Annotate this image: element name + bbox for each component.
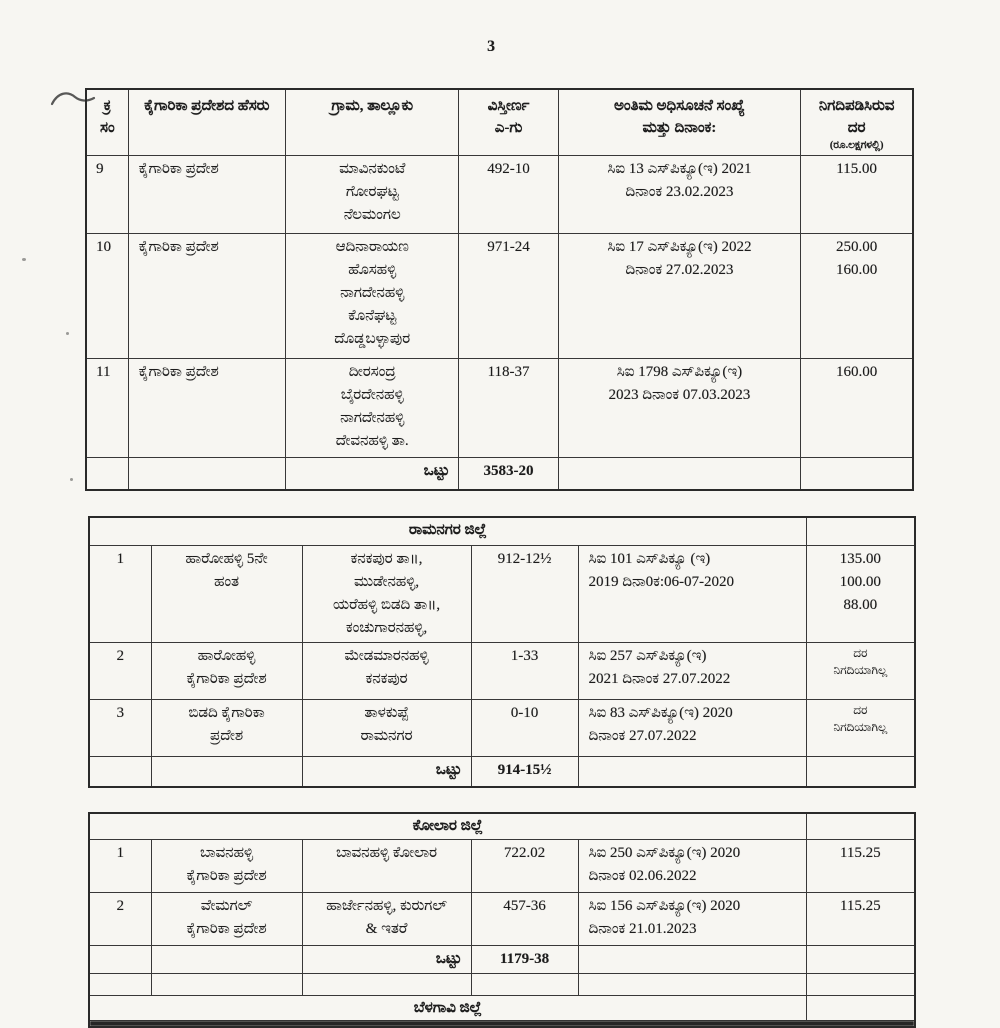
cell-extent bbox=[471, 545, 578, 642]
total-label-line: ಒಟ್ಟು bbox=[435, 761, 462, 778]
cell-area-name bbox=[151, 839, 302, 892]
cell-empty bbox=[806, 973, 915, 995]
cell-area-name-line: ಹಾರೋಹಳ್ಳಿ bbox=[197, 647, 256, 664]
cell-rate-line: 160.00 bbox=[835, 262, 878, 278]
cell-notification bbox=[578, 699, 806, 756]
cell-empty bbox=[151, 756, 302, 787]
cell-village-taluk-line: ದೇವನಹಳ್ಳಿ ತಾ. bbox=[335, 433, 409, 449]
total-row bbox=[86, 458, 913, 490]
cell-empty bbox=[151, 945, 302, 973]
cell-area-name bbox=[128, 359, 285, 458]
cell-notification bbox=[558, 359, 801, 458]
cell-serial bbox=[86, 156, 128, 234]
cell-rate bbox=[806, 642, 915, 699]
cell-rate bbox=[801, 359, 913, 458]
page-number: 3 bbox=[487, 38, 495, 55]
table-row bbox=[89, 699, 915, 756]
total-value bbox=[459, 458, 558, 490]
cell-serial-line: 10 bbox=[96, 239, 111, 255]
col-header-rate-line: ದರ bbox=[847, 120, 866, 136]
cell-extent bbox=[471, 642, 578, 699]
cell-notification bbox=[578, 545, 806, 642]
cell-notification-line: ದಿನಾಂಕ 23.02.2023 bbox=[625, 184, 734, 200]
cell-serial-line: 9 bbox=[96, 161, 104, 177]
cell-area-name bbox=[128, 234, 285, 359]
cell-rate-line: 88.00 bbox=[843, 596, 878, 613]
district-name-line: ಕೋಲಾರ ಜಿಲ್ಲೆ bbox=[412, 818, 483, 834]
table-body bbox=[89, 517, 915, 787]
total-row bbox=[89, 756, 915, 787]
cell-extent bbox=[459, 359, 558, 458]
cell-rate-line: 250.00 bbox=[835, 239, 878, 255]
cell-empty bbox=[801, 458, 913, 490]
table-row bbox=[89, 892, 915, 945]
cell-village-taluk-line: ಗೋರಘಟ್ಟ bbox=[345, 184, 399, 200]
cell-serial bbox=[89, 892, 151, 945]
col-header-notification-line: ಮತ್ತು ದಿನಾಂಕ: bbox=[642, 120, 717, 136]
cell-serial-line: 2 bbox=[116, 897, 124, 914]
cell-village-taluk-line: ಮಾವಿನಕುಂಟೆ bbox=[339, 161, 406, 177]
cell-area-name-line: ಹಾರೋಹಳ್ಳಿ 5ನೇ bbox=[185, 550, 268, 567]
scan-speck bbox=[22, 258, 26, 261]
district-name-line: ರಾಮನಗರ ಜಿಲ್ಲೆ bbox=[408, 522, 487, 538]
cell-notification-line: ಸಿಐ 257 ಎಸ್‌ಪಿಕ್ಯೂ(ಇ) bbox=[588, 647, 707, 664]
cell-extent-line: 971-24 bbox=[487, 239, 530, 255]
cell-village-taluk-line: ಯರೆಹಳ್ಳಿ ಬಿಡದಿ ತಾ॥, bbox=[332, 596, 441, 613]
cell-rate bbox=[801, 156, 913, 234]
cell-rate-line: ನಿಗದಿಯಾಗಿಲ್ಲ bbox=[833, 662, 888, 677]
cell-notification-line: 2023 ದಿನಾಂಕ 07.03.2023 bbox=[608, 387, 751, 403]
cell-serial-line: 2 bbox=[116, 647, 124, 664]
district-name bbox=[89, 517, 806, 545]
cell-extent-line: 0-10 bbox=[510, 704, 539, 721]
cell-extent-line: 722.02 bbox=[503, 844, 546, 861]
cell-village-taluk-line: ತಾಳಕುಪ್ಪೆ bbox=[364, 704, 409, 721]
cell-area-name bbox=[151, 545, 302, 642]
cell-notification-line: ದಿನಾಂಕ 21.01.2023 bbox=[588, 920, 697, 937]
cell-area-name-line: ಹಂತ bbox=[214, 573, 239, 590]
cell-area-name-line: ಕೈಗಾರಿಕಾ ಪ್ರದೇಶ bbox=[186, 920, 267, 937]
cell-rate-line: 135.00 bbox=[839, 550, 881, 567]
cell-area-name bbox=[128, 156, 285, 234]
cell-village-taluk bbox=[302, 892, 471, 945]
cell-empty bbox=[302, 973, 471, 995]
cell-village-taluk-line: ನಾಗದೇನಹಳ್ಳಿ bbox=[340, 410, 405, 426]
col-header-area-name: ಕೈಗಾರಿಕಾ ಪ್ರದೇಶದ ಹೆಸರು bbox=[128, 89, 285, 156]
cell-notification-line: ಸಿಐ 250 ಎಸ್‌ಪಿಕ್ಯೂ(ಇ) 2020 bbox=[588, 844, 741, 861]
cell-village-taluk bbox=[285, 234, 458, 359]
cell-village-taluk bbox=[285, 156, 458, 234]
cell-rate bbox=[806, 892, 915, 945]
district-header-row bbox=[89, 813, 915, 839]
cell-area-name bbox=[151, 699, 302, 756]
total-label bbox=[302, 756, 471, 787]
cell-village-taluk bbox=[302, 642, 471, 699]
cut-off-row-edge bbox=[89, 1020, 915, 1027]
district-table-bengaluru-continued bbox=[85, 88, 914, 491]
table-row bbox=[89, 839, 915, 892]
table-row bbox=[89, 642, 915, 699]
cell-rate bbox=[801, 234, 913, 359]
col-header-serial-line: ಕ್ರ bbox=[103, 98, 111, 114]
cell-empty bbox=[806, 756, 915, 787]
cell-empty bbox=[471, 973, 578, 995]
cell-extent-line: 492-10 bbox=[487, 161, 530, 177]
total-value bbox=[471, 756, 578, 787]
cell-rate-line: 115.25 bbox=[839, 897, 881, 914]
cell-rate-line: 115.00 bbox=[836, 161, 877, 177]
cell-extent bbox=[471, 699, 578, 756]
cell-rate-line: 115.25 bbox=[839, 844, 881, 861]
total-label bbox=[302, 945, 471, 973]
cell-area-name-line: ಬಾವನಹಳ್ಳಿ bbox=[199, 844, 254, 861]
col-header-rate-unit: (ರೂ.ಲಕ್ಷಗಳಲ್ಲಿ) bbox=[829, 140, 884, 151]
cell-village-taluk-line: ಬೈರದೇನಹಳ್ಳಿ bbox=[340, 387, 404, 403]
cell-village-taluk-line: ನೆಲಮಂಗಲ bbox=[343, 207, 401, 223]
cell-serial bbox=[89, 699, 151, 756]
cell-extent-line: 457-36 bbox=[503, 897, 546, 914]
cell-area-name-line: ಬಿಡದಿ ಕೈಗಾರಿಕಾ bbox=[188, 704, 265, 721]
cell-notification-line: ಸಿಐ 17 ಎಸ್‌ಪಿಕ್ಯೂ(ಇ) 2022 bbox=[607, 239, 752, 255]
district-table-ramanagara bbox=[88, 516, 916, 788]
cell-rate-empty bbox=[806, 813, 915, 839]
cell-extent-line: 118-37 bbox=[487, 364, 530, 380]
cell-extent-line: 912-12½ bbox=[497, 550, 552, 567]
col-header-extent-line: ಎ-ಗು bbox=[494, 120, 523, 136]
cell-notification bbox=[558, 234, 801, 359]
cell-village-taluk-line: ಕನಕಪುರ ತಾ॥, bbox=[350, 550, 423, 567]
cell-extent bbox=[471, 892, 578, 945]
district-header-row bbox=[89, 517, 915, 545]
cell-rate-line: ನಿಗದಿಯಾಗಿಲ್ಲ bbox=[833, 719, 888, 734]
cell-serial bbox=[89, 839, 151, 892]
district-name bbox=[89, 813, 806, 839]
cell-village-taluk bbox=[302, 699, 471, 756]
cell-rate bbox=[806, 699, 915, 756]
cell-village-taluk-line: ಕೊನೆಘಟ್ಟ bbox=[348, 308, 397, 324]
cell-empty bbox=[806, 945, 915, 973]
cell-village-taluk bbox=[302, 839, 471, 892]
cell-notification bbox=[558, 156, 801, 234]
col-header-extent bbox=[459, 89, 558, 156]
cell-village-taluk bbox=[285, 359, 458, 458]
cell-notification-line: 2021 ದಿನಾಂಕ 27.07.2022 bbox=[588, 670, 731, 687]
cut-off-row-edge-cell bbox=[89, 1020, 915, 1027]
district-name-line: ಬೆಳಗಾವಿ ಜಿಲ್ಲೆ bbox=[413, 999, 482, 1016]
total-row bbox=[89, 945, 915, 973]
cell-rate-line: 160.00 bbox=[835, 364, 878, 380]
col-header-extent-line: ವಿಸ್ತೀರ್ಣ bbox=[487, 98, 530, 114]
cell-notification-line: ದಿನಾಂಕ 27.07.2022 bbox=[588, 727, 697, 744]
cell-notification-line: ದಿನಾಂಕ 27.02.2023 bbox=[625, 262, 734, 278]
next-district-header-row bbox=[89, 995, 915, 1020]
cell-notification-line: ಸಿಐ 83 ಎಸ್‌ಪಿಕ್ಯೂ(ಇ) 2020 bbox=[588, 704, 733, 721]
cell-notification-line: ದಿನಾಂಕ 02.06.2022 bbox=[588, 867, 697, 884]
cell-empty bbox=[578, 756, 806, 787]
total-value-line: 3583-20 bbox=[483, 463, 534, 479]
col-header-serial-line: ಸಂ bbox=[99, 120, 115, 136]
cell-village-taluk-line: ದೊಡ್ಡಬಳ್ಳಾಪುರ bbox=[334, 331, 411, 347]
cell-village-taluk-line: ಕನಕಪುರ bbox=[365, 670, 408, 687]
cell-serial bbox=[86, 234, 128, 359]
table-row bbox=[86, 156, 913, 234]
district-name bbox=[89, 995, 806, 1020]
cell-village-taluk-line: ಹಾರ್ಜೇನಹಳ್ಳಿ, ಕುರುಗಲ್ bbox=[326, 897, 447, 914]
cell-rate-line: 100.00 bbox=[839, 573, 881, 590]
cell-empty bbox=[89, 756, 151, 787]
cell-notification-line: 2019 ದಿನಾ0ಕ:06-07-2020 bbox=[588, 573, 734, 590]
table-row bbox=[86, 359, 913, 458]
table-body bbox=[89, 813, 915, 1027]
cell-empty bbox=[578, 973, 806, 995]
cell-notification bbox=[578, 892, 806, 945]
cell-empty bbox=[578, 945, 806, 973]
cell-village-taluk-line: ಕಂಚುಗಾರನಹಳ್ಳಿ, bbox=[345, 619, 428, 636]
cell-empty bbox=[89, 945, 151, 973]
cell-village-taluk-line: ರಾಮನಗರ bbox=[360, 727, 413, 744]
cell-extent-line: 1-33 bbox=[510, 647, 539, 664]
total-label-line: ಒಟ್ಟು bbox=[435, 950, 462, 967]
cell-area-name-line: ಕೈಗಾರಿಕಾ ಪ್ರದೇಶ bbox=[186, 867, 267, 884]
cell-rate bbox=[806, 839, 915, 892]
total-value-line: 914-15½ bbox=[497, 761, 552, 778]
cell-empty bbox=[89, 973, 151, 995]
cell-empty bbox=[86, 458, 128, 490]
scan-speck bbox=[66, 332, 69, 335]
cell-notification bbox=[578, 642, 806, 699]
cell-notification-line: ಸಿಐ 1798 ಎಸ್‌ಪಿಕ್ಯೂ(ಇ) bbox=[616, 364, 743, 380]
cell-village-taluk-line: ಮೇಡಮಾರನಹಳ್ಳಿ bbox=[344, 647, 429, 664]
cell-village-taluk-line: ಮುಡೇನಹಳ್ಳಿ, bbox=[353, 573, 420, 590]
cell-village-taluk-line: & ಇತರೆ bbox=[365, 920, 408, 937]
cell-serial bbox=[86, 359, 128, 458]
district-table-kolar bbox=[88, 812, 916, 1028]
cell-village-taluk-line: ದೀರಸಂದ್ರ bbox=[348, 364, 396, 380]
cell-extent bbox=[471, 839, 578, 892]
cell-empty bbox=[558, 458, 801, 490]
cell-serial-line: 11 bbox=[96, 364, 111, 380]
cell-rate-empty bbox=[806, 995, 915, 1020]
cell-serial-line: 1 bbox=[116, 844, 124, 861]
col-header-rate bbox=[801, 89, 913, 156]
table-row bbox=[86, 234, 913, 359]
cell-village-taluk-line: ಆದಿನಾರಾಯಣ bbox=[335, 239, 409, 255]
cell-rate-line: ದರ bbox=[853, 645, 868, 660]
cell-village-taluk-line: ಬಾವನಹಳ್ಳಿ ಕೋಲಾರ bbox=[336, 844, 437, 861]
total-value-line: 1179-38 bbox=[499, 950, 550, 967]
col-header-notification-line: ಅಂತಿಮ ಅಧಿಸೂಚನೆ ಸಂಖ್ಯೆ bbox=[614, 98, 745, 114]
cell-serial-line: 3 bbox=[116, 704, 124, 721]
cell-empty bbox=[151, 973, 302, 995]
cell-rate-empty bbox=[806, 517, 915, 545]
cell-area-name-line: ಕೈಗಾರಿಕಾ ಪ್ರದೇಶ bbox=[138, 239, 219, 255]
cell-extent bbox=[459, 156, 558, 234]
cell-area-name-line: ವೇಮಗಲ್ bbox=[200, 897, 253, 914]
col-header-village-taluk: ಗ್ರಾಮ, ತಾಲ್ಲೂಕು bbox=[285, 89, 458, 156]
cell-village-taluk-line: ನಾಗದೇನಹಳ್ಳಿ bbox=[340, 285, 405, 301]
cell-notification-line: ಸಿಐ 156 ಎಸ್‌ಪಿಕ್ಯೂ(ಇ) 2020 bbox=[588, 897, 741, 914]
cell-area-name-line: ಪ್ರದೇಶ bbox=[209, 727, 244, 744]
col-header-rate-line: ನಿಗದಿಪಡಿಸಿರುವ bbox=[818, 98, 895, 114]
cell-serial-line: 1 bbox=[116, 550, 124, 567]
cell-notification-line: ಸಿಐ 101 ಎಸ್‌ಪಿಕ್ಯೂ (ಇ) bbox=[588, 550, 711, 567]
cell-area-name-line: ಕೈಗಾರಿಕಾ ಪ್ರದೇಶ bbox=[186, 670, 267, 687]
cell-village-taluk-line: ಹೊಸಹಳ್ಳಿ bbox=[348, 262, 397, 278]
cell-rate-line: ದರ bbox=[853, 702, 868, 717]
cell-village-taluk bbox=[302, 545, 471, 642]
cell-rate bbox=[806, 545, 915, 642]
cell-serial bbox=[89, 642, 151, 699]
col-header-notification bbox=[558, 89, 801, 156]
table-body bbox=[86, 156, 913, 490]
cell-extent bbox=[459, 234, 558, 359]
column-header-row bbox=[86, 89, 913, 156]
cell-serial bbox=[89, 545, 151, 642]
table-row bbox=[89, 545, 915, 642]
cell-notification-line: ಸಿಐ 13 ಎಸ್‌ಪಿಕ್ಯೂ(ಇ) 2021 bbox=[607, 161, 752, 177]
total-label bbox=[285, 458, 458, 490]
cell-area-name bbox=[151, 642, 302, 699]
cell-area-name bbox=[151, 892, 302, 945]
col-header-serial bbox=[86, 89, 128, 156]
total-label-line: ಒಟ್ಟು bbox=[423, 463, 450, 479]
scan-speck bbox=[70, 478, 73, 481]
cell-area-name-line: ಕೈಗಾರಿಕಾ ಪ್ರದೇಶ bbox=[138, 161, 219, 177]
cell-empty bbox=[128, 458, 285, 490]
empty-row bbox=[89, 973, 915, 995]
cell-notification bbox=[578, 839, 806, 892]
total-value bbox=[471, 945, 578, 973]
cell-area-name-line: ಕೈಗಾರಿಕಾ ಪ್ರದೇಶ bbox=[138, 364, 219, 380]
